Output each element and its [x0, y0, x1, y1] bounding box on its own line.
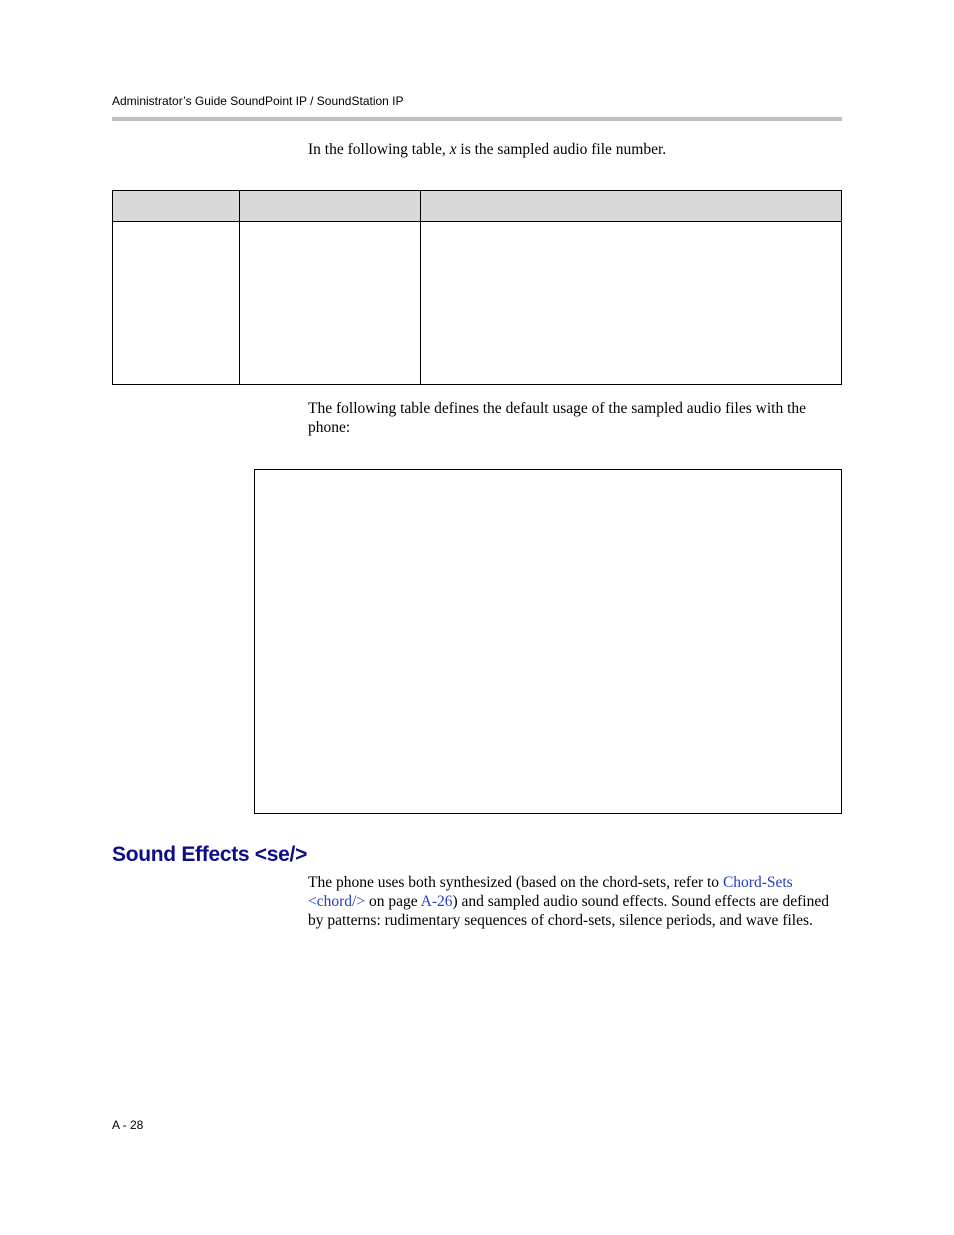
table-cell: [421, 222, 842, 385]
body-text: on page: [365, 893, 421, 910]
table-cell: [113, 222, 240, 385]
page-a26-link[interactable]: A-26: [420, 893, 453, 910]
intro-text-after: is the sampled audio file number.: [456, 141, 667, 158]
intro-text-before: In the following table,: [308, 141, 450, 158]
body-text: ) and sampled audio sound effects. Sound effects are defined by patterns: rudimentary sequences of chord-sets, silence periods, and wave files.: [308, 893, 829, 929]
running-header: Administrator’s Guide SoundPoint IP / SoundStation IP: [112, 94, 404, 108]
body-text: The phone uses both synthesized (based on the chord-sets, refer to: [308, 874, 723, 891]
table-header-row: [113, 191, 842, 222]
intro-variable: x: [449, 141, 457, 158]
table-row: [113, 222, 842, 385]
chord-sets-link[interactable]: Chord-Sets <chord/>: [308, 874, 793, 910]
table-cell: [240, 222, 421, 385]
section-heading: Sound Effects <se/>: [112, 843, 308, 866]
page-number: A - 28: [112, 1118, 144, 1132]
table-header-cell: [421, 191, 842, 222]
section-body-paragraph: [308, 873, 842, 930]
table-header-cell: [240, 191, 421, 222]
sampled-audio-usage-table: [254, 469, 842, 814]
usage-intro-paragraph: The following table defines the default usage of the sampled audio files with the phone:: [308, 400, 807, 436]
sampled-audio-parameter-table: [112, 190, 842, 385]
table-header-cell: [113, 191, 240, 222]
header-rule: [112, 117, 842, 121]
intro-paragraph: [308, 140, 842, 159]
